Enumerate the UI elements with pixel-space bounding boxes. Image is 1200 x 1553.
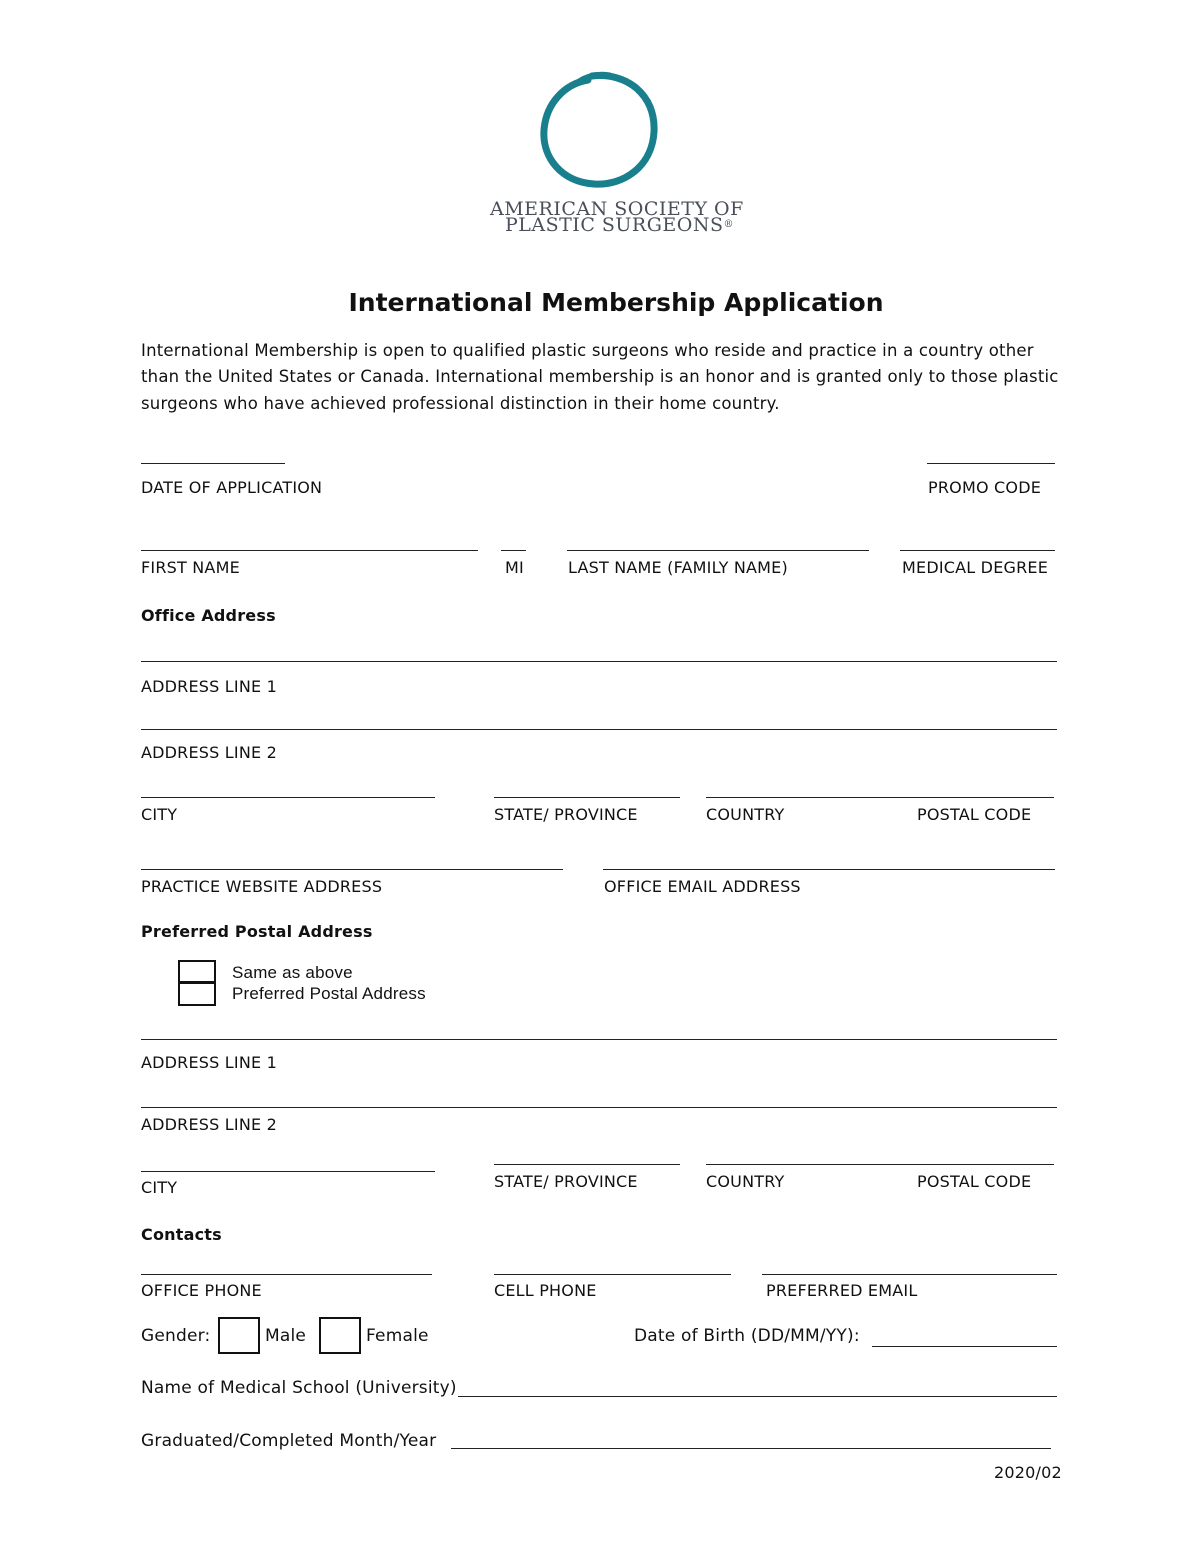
female-label: Female [366,1326,429,1346]
graduated-field[interactable] [451,1448,1051,1449]
same-as-above-label: Same as above [232,963,353,982]
preferred-postal-label: Preferred Postal Address [232,984,426,1003]
first-name-label: FIRST NAME [141,558,240,577]
medical-school-label: Name of Medical School (University) [141,1378,457,1398]
page-title: International Membership Application [348,288,884,317]
mi-label: MI [505,558,524,577]
preferred-postal-checkbox[interactable] [178,982,216,1006]
preferred-postal-heading: Preferred Postal Address [141,922,373,941]
office-state-field[interactable] [494,797,680,798]
intro-line-2: than the United States or Canada. International membership is an honor and is granted only to those plastic [141,367,1059,386]
mi-field[interactable] [501,550,526,551]
logo-ring-icon [530,68,670,193]
office-phone-field[interactable] [141,1274,432,1275]
office-email-field[interactable] [603,869,1055,870]
date-of-birth-label: Date of Birth (DD/MM/YY): [634,1326,860,1346]
postal-city-field[interactable] [141,1171,435,1172]
postal-city-label: CITY [141,1178,178,1197]
postal-country-label: COUNTRY [706,1172,785,1191]
office-postal-code-label: POSTAL CODE [917,805,1032,824]
postal-address-line-1-label: ADDRESS LINE 1 [141,1053,277,1072]
date-of-birth-field[interactable] [872,1346,1057,1347]
office-email-label: OFFICE EMAIL ADDRESS [604,877,801,896]
promo-code-field[interactable] [927,463,1055,464]
intro-line-3: surgeons who have achieved professional distinction in their home country. [141,394,780,413]
intro-line-1: International Membership is open to qualified plastic surgeons who reside and practice in a country other [141,341,1034,360]
practice-website-field[interactable] [141,869,563,870]
graduated-label: Graduated/Completed Month/Year [141,1431,437,1451]
contacts-heading: Contacts [141,1225,222,1244]
first-name-field[interactable] [141,550,478,551]
postal-address-line-2-label: ADDRESS LINE 2 [141,1115,277,1134]
promo-code-label: PROMO CODE [928,478,1042,497]
office-address-line-1-field[interactable] [141,661,1057,662]
office-country-label: COUNTRY [706,805,785,824]
last-name-field[interactable] [567,550,869,551]
postal-postal-code-label: POSTAL CODE [917,1172,1032,1191]
cell-phone-field[interactable] [494,1274,731,1275]
practice-website-label: PRACTICE WEBSITE ADDRESS [141,877,383,896]
office-city-label: CITY [141,805,178,824]
gender-label: Gender: [141,1326,211,1346]
date-of-application-label: DATE OF APPLICATION [141,478,323,497]
postal-address-line-2-field[interactable] [141,1107,1057,1108]
date-of-application-field[interactable] [141,463,285,464]
logo-text-line2: PLASTIC SURGEONS® [505,214,734,236]
same-as-above-checkbox[interactable] [178,960,216,983]
postal-address-line-1-field[interactable] [141,1039,1057,1040]
postal-state-field[interactable] [494,1164,680,1165]
male-label: Male [265,1326,307,1346]
postal-country-postal-field[interactable] [706,1164,1054,1165]
preferred-email-label: PREFERRED EMAIL [766,1281,918,1300]
last-name-label: LAST NAME (FAMILY NAME) [568,558,788,577]
female-checkbox[interactable] [319,1317,361,1354]
office-state-label: STATE/ PROVINCE [494,805,638,824]
cell-phone-label: CELL PHONE [494,1281,597,1300]
office-address-line-1-label: ADDRESS LINE 1 [141,677,277,696]
medical-degree-field[interactable] [900,550,1055,551]
office-address-heading: Office Address [141,606,276,625]
office-address-line-2-label: ADDRESS LINE 2 [141,743,277,762]
preferred-email-field[interactable] [762,1274,1057,1275]
logo-text-line1: AMERICAN SOCIETY OF [490,198,744,220]
medical-degree-label: MEDICAL DEGREE [902,558,1049,577]
office-country-postal-field[interactable] [706,797,1054,798]
office-address-line-2-field[interactable] [141,729,1057,730]
office-phone-label: OFFICE PHONE [141,1281,262,1300]
postal-state-label: STATE/ PROVINCE [494,1172,638,1191]
male-checkbox[interactable] [218,1317,260,1354]
medical-school-field[interactable] [458,1396,1057,1397]
form-version: 2020/02 [994,1463,1062,1482]
office-city-field[interactable] [141,797,435,798]
